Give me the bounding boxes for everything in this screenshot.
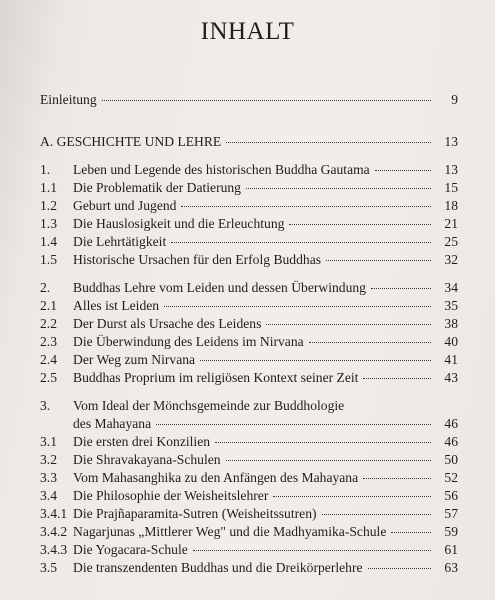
toc-entry-text: Der Weg zum Nirvana [73,352,196,367]
toc-entry-text: Historische Ursachen für den Erfolg Buddhas [73,252,322,267]
dot-leader [215,441,431,443]
toc-page-number: 43 [444,370,458,385]
dot-leader [363,477,431,479]
toc-entry-number: 3.3 [40,470,57,485]
toc-entry-text: Die Problematik der Datierung [73,180,241,195]
toc-page-number: 32 [444,252,458,267]
toc-page-number: 34 [444,280,458,295]
toc-entry-text: des Mahayana [73,416,152,431]
toc-entry-text: Alles ist Leiden [73,298,160,313]
toc-entry-text: Die Shravakayana-Schulen [73,452,221,467]
toc-entry-number: 3.4 [40,488,57,503]
toc-entry-text: Der Durst als Ursache des Leidens [73,316,262,331]
dot-leader [181,205,431,207]
toc-entry-number: 3.1 [40,434,57,449]
toc-page-number: 21 [444,216,458,231]
dot-leader [246,187,431,189]
dot-leader [226,459,431,461]
dot-leader [363,377,431,379]
toc-entry [40,252,458,274]
dot-leader [368,567,431,569]
dot-leader [266,323,431,325]
toc-entry-number: 2.4 [40,352,57,367]
toc-entry-text: Die ersten drei Konzilien [73,434,211,449]
toc-entry-text: Buddhas Proprium im religiösen Kontext seiner Zeit [73,370,359,385]
toc-entry-text: Die transzendenten Buddhas und die Dreikörperlehre [73,560,363,575]
toc-entry-text: Die Yogacara-Schule [73,542,188,557]
toc-entry-text: Vom Ideal der Mönchsgemeinde zur Buddhologie [73,398,345,413]
toc-page-number: 57 [444,506,458,521]
dot-leader [375,169,431,171]
toc-entry-number: 3.5 [40,560,57,575]
toc-page-number: 46 [444,434,458,449]
dot-leader [102,99,431,101]
toc-page-number: 50 [444,452,458,467]
page-title: INHALT [200,18,295,45]
toc-entry-number: 2.3 [40,334,57,349]
toc-page-number: 46 [444,416,458,431]
toc-page-number: 40 [444,334,458,349]
dot-leader [322,513,431,515]
toc-page-number: 59 [444,524,458,539]
toc-entry-number: 3. [40,398,51,413]
dot-leader [309,341,431,343]
dot-leader [273,495,431,497]
toc-page-number: 38 [444,316,458,331]
toc-page-number: 9 [451,92,458,107]
toc-entry-text: Vom Mahasanghika zu den Anfängen des Mahayana [73,470,359,485]
toc-entry-text: Einleitung [40,92,97,107]
toc-page-number: 15 [444,180,458,195]
toc-entry-number: 3.4.2 [40,524,68,539]
toc-page-number: 63 [444,560,458,575]
toc-page-number: 35 [444,298,458,313]
toc-entry-number: 1.3 [40,216,57,231]
toc-entry-text: Die Überwindung des Leidens im Nirvana [73,334,304,349]
toc-entry [40,560,458,582]
toc-entry-text: Leben und Legende des historischen Buddha Gautama [73,162,370,177]
toc-page-number: 52 [444,470,458,485]
dot-leader [200,359,431,361]
toc-entry-text: A. GESCHICHTE UND LEHRE [40,134,222,149]
toc-entry-number: 1. [40,162,51,177]
dot-leader [164,305,431,307]
toc-entry-number: 1.2 [40,198,57,213]
toc-page-number: 13 [444,134,458,149]
toc-entry-number: 3.4.3 [40,542,68,557]
toc-entry-number: 2.2 [40,316,57,331]
toc-entry-text: Buddhas Lehre vom Leiden und dessen Überwindung [73,280,366,295]
toc-page-number: 61 [444,542,458,557]
toc-entry-number: 3.2 [40,452,57,467]
dot-leader [371,287,431,289]
toc-entry-number: 1.5 [40,252,57,267]
toc-entry-part-a [40,134,458,156]
toc-entry-text: Die Philosophie der Weisheitslehrer [73,488,269,503]
toc-entry-text: Die Prajñaparamita-Sutren (Weisheitssutren) [73,506,317,521]
dot-leader [156,423,431,425]
dot-leader [326,259,431,261]
toc-page-number: 41 [444,352,458,367]
toc-entry-number: 2.5 [40,370,57,385]
toc-entry-number: 2.1 [40,298,57,313]
dot-leader [226,141,431,143]
dot-leader [171,241,431,243]
dot-leader [193,549,431,551]
toc-entry-text: Geburt und Jugend [73,198,177,213]
toc-entry-number: 2. [40,280,51,295]
toc-page-number: 56 [444,488,458,503]
toc-entry-einleitung [40,92,458,114]
toc-entry-text: Die Hauslosigkeit und die Erleuchtung [73,216,285,231]
toc-entry-text: Die Lehrtätigkeit [73,234,167,249]
dot-leader [391,531,431,533]
toc-entry-number: 1.4 [40,234,57,249]
toc-page-number: 25 [444,234,458,249]
toc-entry-text: Nagarjunas „Mittlerer Weg" und die Madhyamika-Schule [73,524,387,539]
dot-leader [289,223,431,225]
toc-page-number: 18 [444,198,458,213]
toc-entry-number: 3.4.1 [40,506,68,521]
toc-entry [40,370,458,392]
toc-entry-number: 1.1 [40,180,57,195]
toc-page-number: 13 [444,162,458,177]
